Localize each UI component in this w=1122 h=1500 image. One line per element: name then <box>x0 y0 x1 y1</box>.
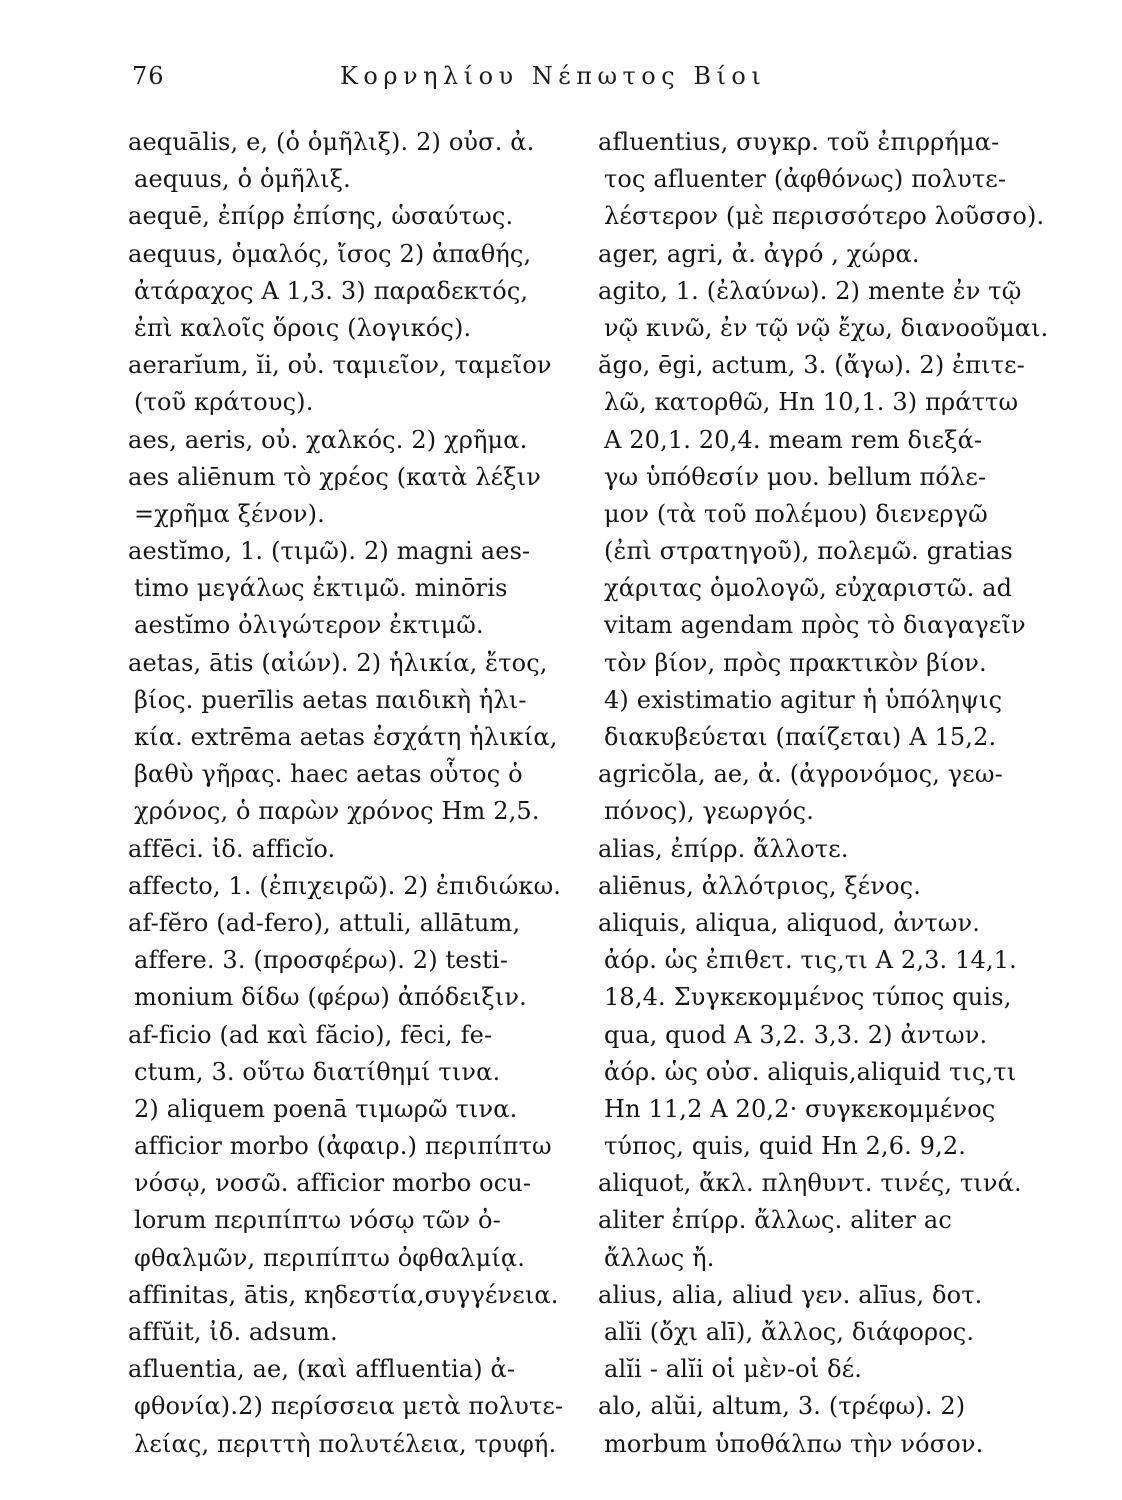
text-line: ager, agri, ἀ. ἀγρό , χώρα. <box>598 239 920 268</box>
text-line: agito, 1. (ἐλαύνω). 2) mente ἐν τῷ <box>598 276 1022 305</box>
text-line: agricŏla, ae, ἀ. (ἀγρονόμος, γεω- <box>598 760 1003 789</box>
text-line: affecto, 1. (ἐπιχειρῶ). 2) ἐπιδιώκω. <box>128 871 562 900</box>
text-line: aequālis, e, (ὁ ὁμῆλιξ). 2) οὐσ. ἀ. <box>128 128 535 156</box>
text-line: affinitas, ātis, κηδεστία,συγγένεια. <box>128 1280 559 1309</box>
text-line: χρόνος, ὁ παρὼν χρόνος Hm 2,5. <box>134 797 540 826</box>
text-line: ἄλλως ἤ. <box>604 1243 715 1272</box>
text-line: λέστερον (μὲ περισσότερο λοῦσσο). <box>604 202 1045 231</box>
text-line: aequē, ἐπίρρ ἐπίσης, ὡσαύτως. <box>128 202 514 231</box>
text-line: affere. 3. (προσφέρω). 2) testi- <box>134 946 509 975</box>
text-line: aetas, ātis (αἰών). 2) ἡλικία, ἔτος, <box>128 648 548 677</box>
right-column <box>598 124 1050 1463</box>
text-line: (ἐπὶ στρατηγοῦ), πολεμῶ. gratias <box>604 537 1013 566</box>
text-line: aliter ἐπίρρ. ἄλλως. aliter ac <box>598 1206 952 1235</box>
text-line: affŭit, ἰδ. adsum. <box>128 1318 338 1346</box>
text-line: af-fĕro (ad-fero), attuli, allātum, <box>128 908 521 937</box>
text-line: monium δίδω (φέρω) ἀπόδειξιν. <box>134 983 527 1012</box>
text-line: aequus, ὁ ὁμῆλιξ. <box>134 165 351 194</box>
text-line: alĭi (ὄχι alī), ἄλλος, διάφορος. <box>604 1318 975 1346</box>
text-line: ăgo, ēgi, actum, 3. (ἄγω). 2) ἐπιτε- <box>598 351 1025 380</box>
text-line: aliquot, ἄκλ. πληθυντ. τινές, τινά. <box>598 1169 1022 1198</box>
text-line: τὸν βίον, πρὸς πρακτικὸν βίον. <box>604 648 987 677</box>
text-line: νῷ κινῶ, ἐν τῷ νῷ ἔχω, διανοοῦμαι. <box>603 313 1049 342</box>
text-line: (τοῦ κράτους). <box>134 388 314 417</box>
text-line: aestĭmo, 1. (τιμῶ). 2) magni aes- <box>128 537 531 566</box>
text-line: lorum περιπίπτω νόσῳ τῶν ὀ- <box>134 1206 501 1235</box>
text-line: aerarĭum, ĭi, οὐ. ταμιεῖον, ταμεῖον <box>128 351 552 380</box>
text-line: βίος. puerīlis aetas παιδικὴ ἡλι- <box>134 685 527 714</box>
text-line: aes aliēnum τὸ χρέος (κατὰ λέξιν <box>128 462 541 491</box>
text-line: 4) existimatio agitur ἡ ὑπόληψις <box>604 685 1003 714</box>
text-line: alo, alŭi, altum, 3. (τρέφω). 2) <box>598 1392 966 1421</box>
text-line: φθαλμῶν, περιπίπτω ὀφθαλμίᾳ. <box>134 1243 526 1272</box>
text-line: κία. extrēma aetas ἐσχάτη ἡλικία, <box>134 723 558 751</box>
text-line: =χρῆμα ξένον). <box>134 499 325 528</box>
text-line: τος afluenter (ἀφθόνως) πολυτε- <box>604 165 1007 194</box>
text-line: afficior morbo (ἀφαιρ.) περιπίπτω <box>134 1132 552 1161</box>
text-line: γω ὑπόθεσίν μου. bellum πόλε- <box>604 462 987 491</box>
text-line: νόσῳ, νοσῶ. afficior morbo ocu- <box>134 1169 532 1198</box>
text-line: affēci. ἰδ. afficĭo. <box>128 834 336 863</box>
text-line: ἐπὶ καλοῖς ὅροις (λογικός). <box>134 313 472 342</box>
text-line: ctum, 3. οὕτω διατίθημί τινα. <box>134 1057 501 1086</box>
text-line: A 20,1. 20,4. meam rem διεξά- <box>604 425 983 454</box>
page-header <box>0 62 1122 96</box>
text-line: vitam agendam πρὸς τὸ διαγαγεῖν <box>604 611 1026 640</box>
running-title: Κορνηλίου Νέπωτος Βίοι <box>340 62 767 90</box>
text-line: qua, quod A 3,2. 3,3. 2) ἀντων. <box>604 1020 988 1049</box>
text-line: afluentia, ae, (καὶ affluentia) ἀ- <box>128 1355 516 1384</box>
text-line: ἀόρ. ὡς ἐπιθετ. τις,τι A 2,3. 14,1. <box>604 946 1017 975</box>
text-line: βαθὺ γῆρας. haec aetas οὗτος ὁ <box>134 760 523 789</box>
text-line: 2) aliquem poenā τιμωρῶ τινα. <box>134 1094 518 1123</box>
text-line: aliēnus, ἀλλότριος, ξένος. <box>598 871 922 900</box>
text-line: ἀόρ. ὡς οὐσ. aliquis,aliquid τις,τι <box>604 1057 1017 1086</box>
page-number: 76 <box>132 62 165 90</box>
text-line: af-ficio (ad καὶ făcio), fēci, fe- <box>128 1020 493 1049</box>
text-line: χάριτας ὁμολογῶ, εὐχαριστῶ. ad <box>604 574 1013 603</box>
text-line: alias, ἐπίρρ. ἄλλοτε. <box>598 834 849 863</box>
text-line: aequus, ὁμαλός, ἴσος 2) ἀπαθής, <box>128 239 532 268</box>
text-line: timo μεγάλως ἐκτιμῶ. minōris <box>134 574 508 603</box>
text-line: afluentius, συγκρ. τοῦ ἐπιρρήμα- <box>598 128 1000 156</box>
text-line: πόνος), γεωργός. <box>604 797 815 826</box>
text-line: aliquis, aliqua, aliquod, ἀντων. <box>598 908 980 937</box>
text-line: λῶ, κατορθῶ, Hn 10,1. 3) πράττω <box>604 388 1019 417</box>
text-line: alius, alia, aliud γεν. alīus, δοτ. <box>598 1280 983 1309</box>
text-line: 18,4. Συγκεκομμένος τύπος quis, <box>604 983 1012 1012</box>
text-line: τύπος, quis, quid Hn 2,6. 9,2. <box>604 1132 967 1161</box>
text-line: λείας, περιττὴ πολυτέλεια, τρυφή. <box>134 1429 557 1458</box>
text-line: morbum ὑποθάλπω τὴν νόσον. <box>604 1429 984 1458</box>
left-column <box>128 124 572 1463</box>
text-line: aestĭmo ὀλιγώτερον ἐκτιμῶ. <box>134 611 484 640</box>
text-line: alĭi - alĭi οἱ μὲν-οἱ δέ. <box>604 1355 863 1384</box>
text-line: διακυβεύεται (παίζεται) A 15,2. <box>604 723 997 751</box>
text-line: μον (τὰ τοῦ πολέμου) διενεργῶ <box>604 499 988 528</box>
text-line: φθονία).2) περίσσεια μετὰ πολυτε- <box>134 1392 564 1421</box>
text-line: aes, aeris, οὐ. χαλκός. 2) χρῆμα. <box>128 425 528 454</box>
text-line: ἀτάραχος A 1,3. 3) παραδεκτός, <box>134 276 529 305</box>
text-line: Hn 11,2 A 20,2· συγκεκομμένος <box>604 1094 996 1123</box>
